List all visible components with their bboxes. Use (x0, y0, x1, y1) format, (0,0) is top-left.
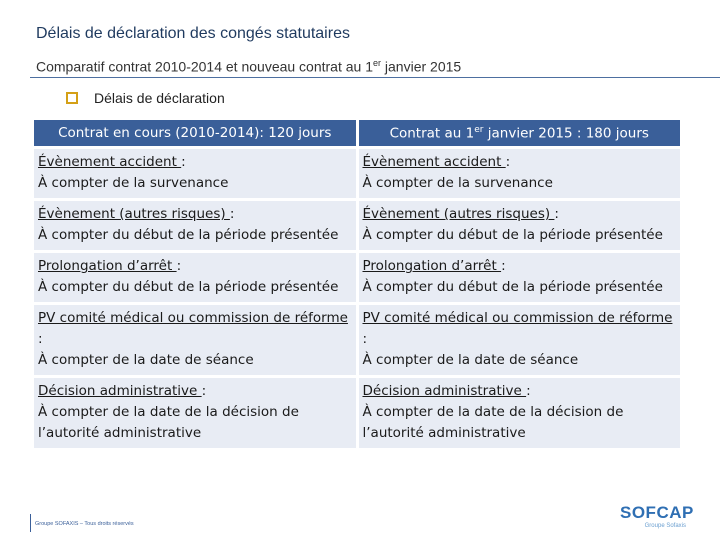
cell-label: Décision administrative (362, 383, 527, 399)
cell-detail: À compter du début de la période présentée (362, 279, 663, 295)
cell-new-extension (359, 253, 681, 302)
comparison-table (31, 117, 683, 451)
cell-detail: À compter de la date de la décision de l’autorité administrative (38, 404, 299, 441)
footer-divider (30, 514, 31, 532)
cell-sep: : (229, 206, 235, 222)
cell-current-other-risks (34, 201, 356, 250)
col2-header-post: janvier 2015 : 180 jours (483, 125, 649, 142)
table-row (34, 149, 680, 198)
logo-tagline: Groupe Sofaxis (644, 523, 686, 529)
cell-label: Évènement accident (362, 154, 506, 170)
page-subtitle (36, 58, 461, 75)
cell-sep: : (526, 383, 531, 399)
cell-new-admin-decision (359, 378, 681, 448)
cell-label: PV comité médical ou commission de réforme (362, 310, 673, 326)
cell-sep: : (554, 206, 559, 222)
cell-label: Évènement (autres risques) (362, 206, 555, 222)
cell-sep: : (38, 331, 43, 347)
subtitle-rest: janvier 2015 (381, 58, 462, 75)
cell-label: Évènement accident (38, 154, 182, 170)
square-bullet-icon (66, 92, 78, 104)
cell-new-medical-committee (359, 305, 681, 375)
table-row (34, 305, 680, 375)
cell-sep: : (501, 258, 506, 274)
cell-new-other-risks (359, 201, 681, 250)
table-row (34, 378, 680, 448)
col-header-current-contract: Contrat en cours (2010-2014): 120 jours (34, 120, 356, 146)
cell-detail: À compter du début de la période présentée (362, 227, 663, 243)
col-header-new-contract (359, 120, 681, 146)
cell-label: Décision administrative (38, 383, 202, 399)
footer-copyright: Groupe SOFAXIS – Tous droits réservés (35, 521, 134, 527)
cell-detail: À compter de la date de la décision de l’autorité administrative (362, 404, 624, 441)
subtitle-main: Comparatif contrat 2010-2014 et nouveau contrat au 1 (36, 58, 373, 75)
cell-detail: À compter de la date de séance (38, 352, 254, 368)
title-divider (30, 77, 720, 78)
cell-new-accident (359, 149, 681, 198)
cell-label: Prolongation d’arrêt (38, 258, 177, 274)
cell-sep: : (362, 331, 368, 347)
cell-current-accident (34, 149, 356, 198)
cell-sep: : (176, 258, 182, 274)
section-bullet (66, 90, 225, 106)
section-label: Délais de déclaration (94, 90, 225, 106)
col2-header-sup: er (474, 124, 484, 135)
page-title: Délais de déclaration des congés statutaires (36, 25, 350, 42)
cell-sep: : (201, 383, 207, 399)
table-row (34, 201, 680, 250)
sofcap-logo (620, 503, 694, 532)
cell-current-extension (34, 253, 356, 302)
cell-sep: : (181, 154, 186, 170)
cell-detail: À compter de la date de séance (362, 352, 579, 368)
col2-header-pre: Contrat au 1 (389, 125, 475, 142)
cell-label: Évènement (autres risques) (38, 206, 230, 222)
cell-label: Prolongation d’arrêt (362, 258, 502, 274)
logo-wordmark: SOFCAP (620, 503, 694, 522)
cell-label: PV comité médical ou commission de réforme (38, 310, 348, 326)
cell-sep: : (505, 154, 511, 170)
cell-detail: À compter du début de la période présentée (38, 279, 339, 295)
table-row (34, 253, 680, 302)
cell-detail: À compter du début de la période présentée (38, 227, 339, 243)
cell-detail: À compter de la survenance (362, 175, 553, 191)
table-header-row (34, 120, 680, 146)
cell-current-admin-decision (34, 378, 356, 448)
subtitle-superscript: er (373, 58, 382, 68)
cell-detail: À compter de la survenance (38, 175, 229, 191)
cell-current-medical-committee (34, 305, 356, 375)
